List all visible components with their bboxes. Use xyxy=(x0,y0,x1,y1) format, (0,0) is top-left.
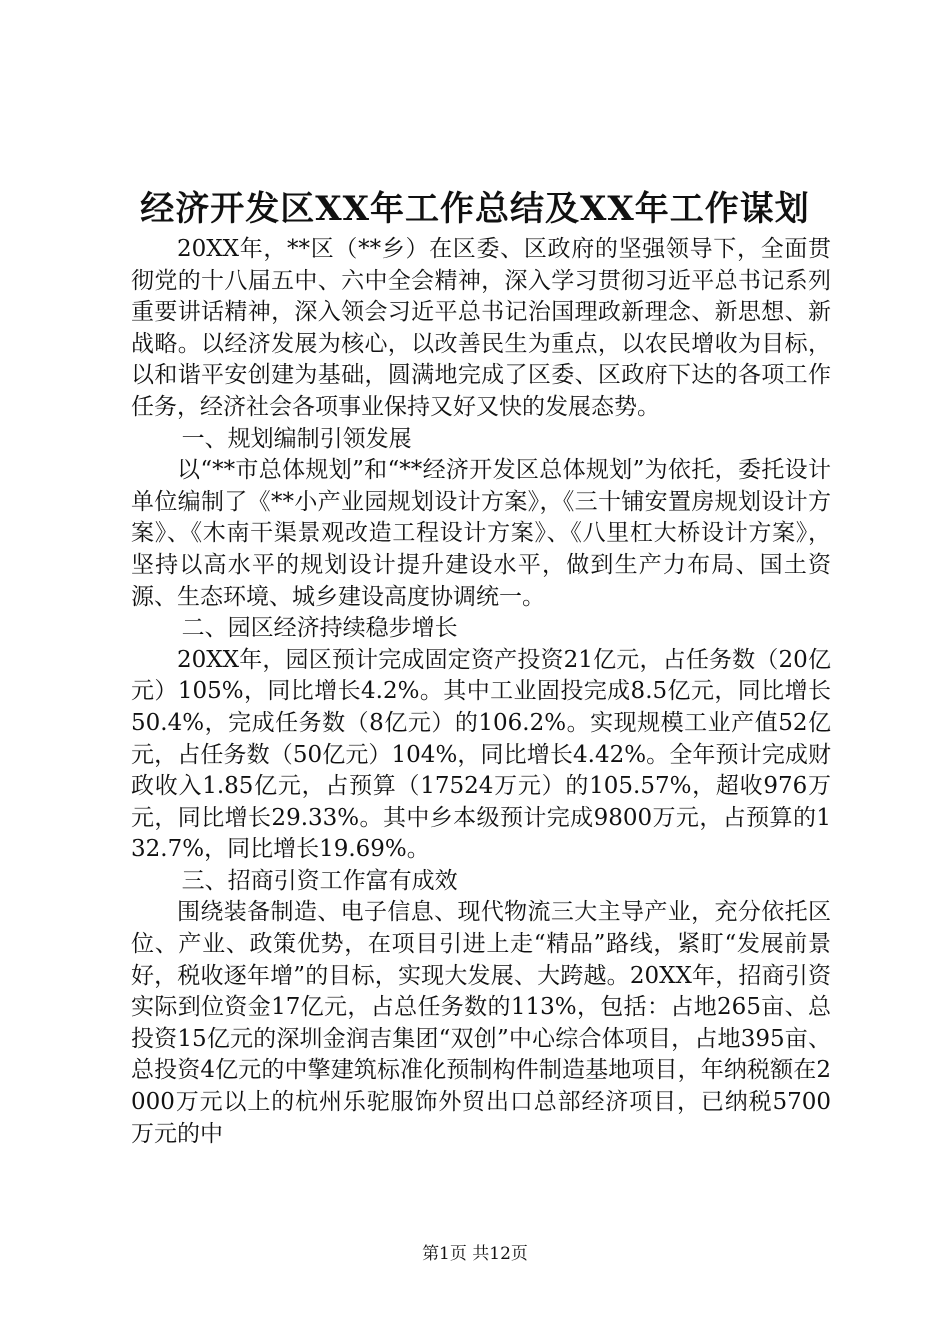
page-number-footer: 第1页 共12页 xyxy=(422,1244,528,1264)
planning-paragraph: 以“**市总体规划”和“**经济开发区总体规划”为依托，委托设计单位编制了《**小产业园规划设计方案》，《三十铺安置房规划设计方案》、《木南干渠景观改造工程设计方案》、《八里杠大桥设计方案》，坚持以高水平的规划设计提升建设水平，做到生产力布局、国土资源、生态环境、城乡建设高度协调统一。 xyxy=(131,457,831,610)
document-title: 经济开发区XX年工作总结及XX年工作谋划 xyxy=(140,189,810,229)
section-heading-investment: 三、招商引资工作富有成效 xyxy=(181,867,458,894)
section-heading-economy: 二、园区经济持续稳步增长 xyxy=(181,615,458,642)
section-heading-planning: 一、规划编制引领发展 xyxy=(181,425,412,452)
economy-paragraph: 20XX年，园区预计完成固定资产投资21亿元，占任务数（20亿元）105%，同比增长4.2%。其中工业固投完成8.5亿元，同比增长50.4%，完成任务数（8亿元）的106.2%。实现规模工业产值52亿元，占任务数（50亿元）104%，同比增长4.42%。全年预计完成财政收入1.85亿元，占预算（17524万元）的105.57%，超收976万元，同比增长29.33%。其中乡本级预计完成9800万元，占预算的132.7%，同比增长19.69%。 xyxy=(131,646,831,863)
intro-paragraph: 20XX年，**区（**乡）在区委、区政府的坚强领导下，全面贯彻党的十八届五中、六中全会精神，深入学习贯彻习近平总书记系列重要讲话精神，深入领会习近平总书记治国理政新理念、新思想、新战略。以经济发展为核心，以改善民生为重点，以农民增收为目标，以和谐平安创建为基础，圆满地完成了区委、区政府下达的各项工作任务，经济社会各项事业保持又好又快的发展态势。 xyxy=(131,236,831,420)
document-body xyxy=(131,234,831,1150)
investment-paragraph: 围绕装备制造、电子信息、现代物流三大主导产业，充分依托区位、产业、政策优势，在项目引进上走“精品”路线，紧盯“发展前景好，税收逐年增”的目标，实现大发展、大跨越。20XX年，招商引资实际到位资金17亿元，占总任务数的113%，包括：占地265亩、总投资15亿元的深圳金润吉集团“双创”中心综合体项目，占地395亩、总投资4亿元的中擎建筑标准化预制构件制造基地项目，年纳税额在2000万元以上的杭州乐驼服饰外贸出口总部经济项目，已纳税5700万元的中 xyxy=(131,899,831,1147)
